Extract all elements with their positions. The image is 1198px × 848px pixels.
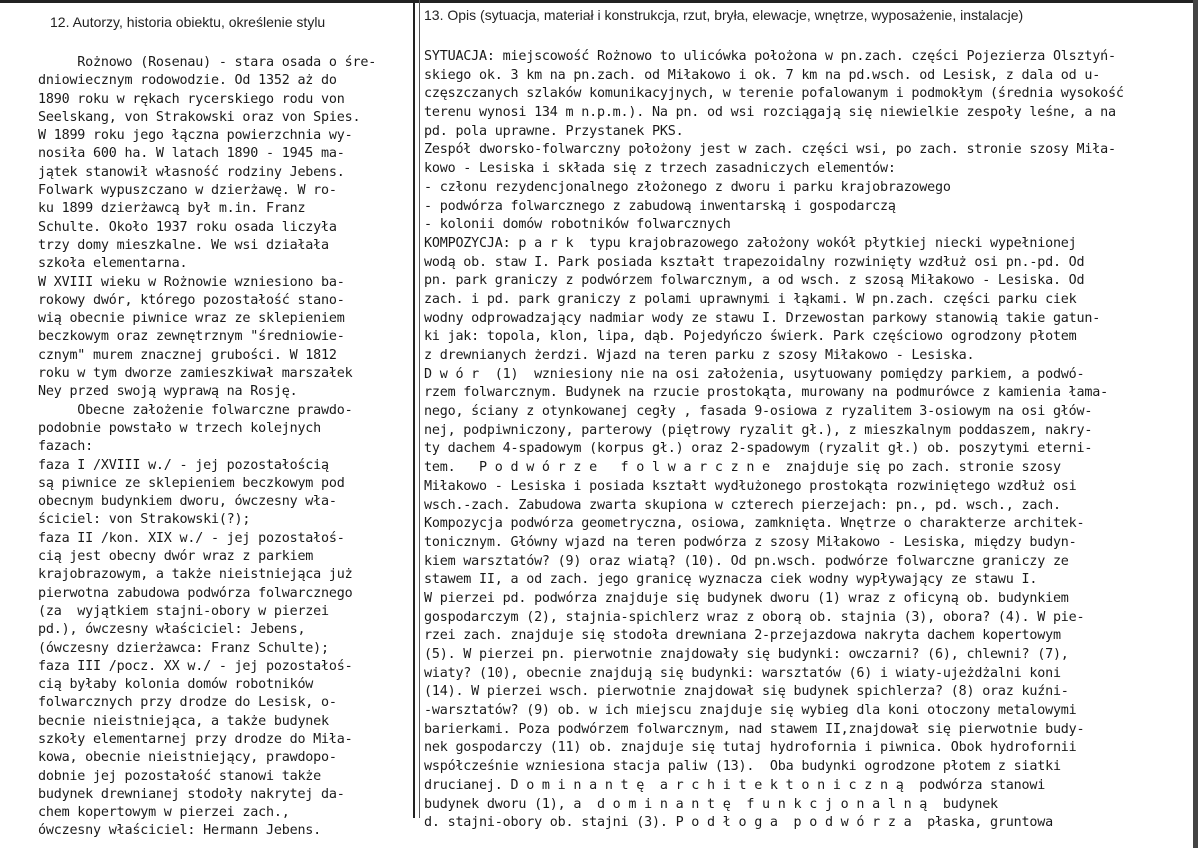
- text-line: zach. i pd. park graniczy z polami uprawnymi i łąkami. W pn.zach. części parku ciek: [424, 291, 1077, 307]
- text-line: szkoły elementarnej przy drodze do Miła-: [38, 731, 353, 747]
- text-line: cznym" murem znacznej grubości. W 1812: [38, 347, 337, 363]
- text-line: (ówczesny dzierżawca: Franz Schulte);: [38, 640, 329, 656]
- text-line: becnie nieistniejąca, a także budynek: [38, 713, 329, 729]
- text-line: częszczanych szlaków komunikacyjnych, w terenie pofalowanym i podmokłym (średnia wysokość: [424, 86, 1124, 102]
- text-line: stawem II, a od zach. jego granicę wyznacza ciek wodny wypływający ze stawu I.: [424, 572, 1038, 588]
- text-line: tonicznym. Główny wjazd na teren podwórza z szosy Miłakowo - Lesiska, między budyn-: [424, 534, 1077, 550]
- text-line: 1890 roku w rękach rycerskiego rodu von: [38, 91, 345, 107]
- text-line: cią byłaby kolonia domów robotników: [38, 677, 314, 693]
- text-line: barierkami. Poza podwórzem folwarcznym, nad stawem II,znajdował się pierwotnie budy-: [424, 721, 1085, 737]
- history-text-column: [38, 54, 408, 841]
- text-line: kowo - Lesiska i składa się z trzech zasadniczych elementów:: [424, 161, 896, 177]
- text-line: nosiła 600 ha. W latach 1890 - 1945 ma-: [38, 146, 345, 162]
- text-line: ki jak: topola, klon, lipa, dąb. Pojedyńczo świerk. Park częściowo ogrodzony płotem: [424, 329, 1077, 345]
- text-line: dniowiecznym rodowodzie. Od 1352 aż do: [38, 73, 337, 89]
- text-line: beczkowym oraz zewnętrznym "średniowie-: [38, 329, 345, 345]
- text-line: rzem folwarcznym. Budynek na rzucie prostokąta, murowany na podmurówce z kamienia łama-: [424, 385, 1108, 401]
- text-line: kowa, obecnie nieistniejący, prawdopo-: [38, 750, 337, 766]
- text-line: rokowy dwór, którego pozostałość stano-: [38, 292, 345, 308]
- text-line: tem. P o d w ó r z e f o l w a r c z n e znajduje się po zach. stronie szosy: [424, 460, 1061, 476]
- text-line: trzy domy mieszkalne. We wsi działała: [38, 237, 329, 253]
- text-line: faza III /pocz. XX w./ - jej pozostałoś-: [38, 658, 353, 674]
- text-line: pn. park graniczy z podwórzem folwarcznym, a od wsch. z szosą Miłakowo - Lesiska. Od: [424, 273, 1085, 289]
- text-line: Miłakowo - Lesiska i posiada kształt wydłużonego prostokąta rozwiniętego wzdłuż osi: [424, 478, 1077, 494]
- text-line: ty dachem 4-spadowym (korpus gł.) oraz 2-spadowym (ryzalit gł.) ob. poszytymi eterni-: [424, 441, 1093, 457]
- text-line: d. stajni-obory ob. stajni (3). P o d ł o g a p o d w ó r z a płaska, gruntowa: [424, 815, 1053, 831]
- section-13-heading: 13. Opis (sytuacja, materiał i konstrukcja, rzut, bryła, elewacje, wnętrze, wyposażenie, instalacje): [424, 7, 1024, 23]
- text-line: D w ó r (1) wzniesiony nie na osi założenia, usytuowany pomiędzy parkiem, a podwó-: [424, 366, 1085, 382]
- text-line: ściciel: von Strakowski(?);: [38, 512, 251, 528]
- text-line: nek gospodarczy (11) ob. znajduje się tutaj hydrofornia i piwnica. Obok hydrofornii: [424, 740, 1077, 756]
- text-line: współcześnie wzniesiona stacja paliw (13). Oba budynki ogrodzone płotem z siatki: [424, 759, 1061, 775]
- text-line: budynek dworu (1), a d o m i n a n t ę f u n k c j o n a l n ą budynek: [424, 796, 998, 812]
- text-line: cią jest obecny dwór wraz z parkiem: [38, 549, 314, 565]
- text-line: fazach:: [38, 439, 94, 455]
- text-line: - podwórza folwarcznego z zabudową inwentarską i gospodarczą: [424, 198, 896, 214]
- text-line: dobnie jej pozostałość stanowi także: [38, 768, 322, 784]
- text-line: chem kopertowym w pierzei zach.,: [38, 805, 290, 821]
- text-line: z drewnianych żerdzi. Wjazd na teren parku z szosy Miłakowo - Lesiska.: [424, 348, 975, 363]
- text-line: rzei zach. znajduje się stodoła drewniana 2-przejazdowa nakryta dachem kopertowym: [424, 628, 1061, 644]
- text-line: obecnym budynkiem dworu, ówczesny wła-: [38, 494, 337, 510]
- text-line: wią obecnie piwnice wraz ze sklepieniem: [38, 311, 345, 327]
- text-line: Obecne założenie folwarczne prawdo-: [38, 402, 353, 418]
- text-line: nej, podpiwniczony, parterowy (piętrowy ryzalit gł.), z mieszkalnym poddaszem, nakry-: [424, 422, 1093, 438]
- text-line: W pierzei pd. podwórza znajduje się budynek dworu (1) wraz z oficyną ob. budynkiem: [424, 590, 1069, 606]
- text-line: (14). W pierzei wsch. pierwotnie znajdował się budynek spichlerza? (8) oraz kuźni-: [424, 684, 1069, 700]
- text-line: terenu wynosi 134 m n.p.m.). Na pn. od wsi rozciągają się niewielkie zespoły leśne, a na: [424, 105, 1116, 121]
- text-line: roku w tym dworze zamieszkiwał marszałek: [38, 366, 353, 382]
- text-line: budynek drewnianej stodoły nakrytej da-: [38, 786, 345, 802]
- text-line: Folwark wypuszczano w dzierżawę. W ro-: [38, 183, 337, 199]
- text-line: pierwotna zabudowa podwórza folwarcznego: [38, 585, 353, 601]
- text-line: pd. pola uprawne. Przystanek PKS.: [424, 123, 684, 139]
- text-line: Schulte. Około 1937 roku osada liczyła: [38, 219, 337, 235]
- text-line: gospodarczym (2), stajnia-spichlerz wraz z oborą ob. stajnia (3), obora? (4). W pie-: [424, 609, 1085, 625]
- text-line: - członu rezydencjonalnego złożonego z dworu i parku krajobrazowego: [424, 179, 951, 195]
- text-line: W 1899 roku jego łączna powierzchnia wy-: [38, 128, 353, 144]
- text-line: (5). W pierzei pn. pierwotnie znajdowały się budynki: owczarni? (6), chlewni? (7),: [424, 647, 1069, 662]
- text-line: szkoła elementarna.: [38, 256, 188, 272]
- page-right-border: [1193, 0, 1198, 848]
- section-12-heading: 12. Autorzy, historia obiektu, określenie stylu: [50, 14, 326, 30]
- text-line: Rożnowo (Rosenau) - stara osada o śre-: [38, 55, 377, 70]
- text-line: -warsztatów? (9) ob. w ich miejscu znajduje się wybieg dla koni otoczony metalowymi: [424, 703, 1077, 719]
- text-line: wodą ob. staw I. Park posiada kształt trapezoidalny rozwinięty wzdłuż osi pn.-pd. Od: [424, 254, 1085, 270]
- description-text-column: [424, 48, 1174, 833]
- page-top-border: [0, 0, 1198, 3]
- text-line: Zespół dworsko-folwarczny położony jest w zach. części wsi, po zach. stronie szosy Miła-: [424, 142, 1116, 158]
- text-line: skiego ok. 3 km na pn.zach. od Miłakowo i ok. 7 km na pd.wsch. od Lesisk, z dala od u-: [424, 67, 1101, 83]
- text-line: folwarcznych przy drodze do Lesisk, o-: [38, 695, 337, 711]
- text-line: wodny odprowadzający nadmiar wody ze stawu I. Drzewostan parkowy stanowią takie gatun-: [424, 310, 1101, 326]
- text-line: KOMPOZYCJA: p a r k typu krajobrazowego założony wokół płytkiej niecki wypełnionej: [424, 235, 1077, 251]
- text-line: nego, ściany z otynkowanej cegły , fasada 9-osiowa z ryzalitem 3-osiowym na osi głów-: [424, 404, 1093, 420]
- text-line: ówczesny właściciel: Hermann Jebens.: [38, 823, 322, 839]
- text-line: wiaty? (10), obecnie znajdują się budynki: warsztatów (6) i wiaty-ujeżdżalni koni: [424, 665, 1061, 681]
- text-line: ku 1899 dzierżawcą był m.in. Franz: [38, 201, 306, 217]
- text-line: wsch.-zach. Zabudowa zwarta skupiona w czterech pierzejach: pn., pd. wsch., zach.: [424, 497, 1061, 513]
- text-line: są piwnice ze sklepieniem beczkowym pod: [38, 475, 345, 491]
- column-divider-inner: [419, 0, 420, 818]
- text-line: jątek stanowił własność rodziny Jebens.: [38, 164, 345, 180]
- text-line: krajobrazowym, a także nieistniejąca już: [38, 567, 353, 583]
- text-line: podobnie powstało w trzech kolejnych: [38, 420, 322, 436]
- text-line: Ney przed swoją wyprawą na Rosję.: [38, 384, 298, 400]
- text-line: SYTUACJA: miejscowość Rożnowo to ulicówka położona w pn.zach. części Pojezierza Olsztyń-: [424, 49, 1116, 64]
- text-line: faza II /kon. XIX w./ - jej pozostałoś-: [38, 530, 345, 546]
- text-line: drucianej. D o m i n a n t ę a r c h i t e k t o n i c z n ą podwórza stanowi: [424, 777, 1046, 793]
- column-divider: [413, 0, 415, 818]
- text-line: - kolonii domów robotników folwarcznych: [424, 217, 731, 233]
- text-line: pd.), ówczesny właściciel: Jebens,: [38, 622, 306, 638]
- text-line: kiem warsztatów? (9) oraz wiatą? (10). Od pn.wsch. podwórze folwarczne graniczy ze: [424, 553, 1069, 569]
- text-line: Seelskang, von Strakowski oraz von Spies.: [38, 109, 361, 125]
- text-line: (za wyjątkiem stajni-obory w pierzei: [38, 603, 329, 619]
- text-line: Kompozycja podwórza geometryczna, osiowa, zamknięta. Wnętrze o charakterze architek-: [424, 516, 1085, 532]
- text-line: faza I /XVIII w./ - jej pozostałością: [38, 457, 329, 473]
- text-line: W XVIII wieku w Rożnowie wzniesiono ba-: [38, 274, 345, 290]
